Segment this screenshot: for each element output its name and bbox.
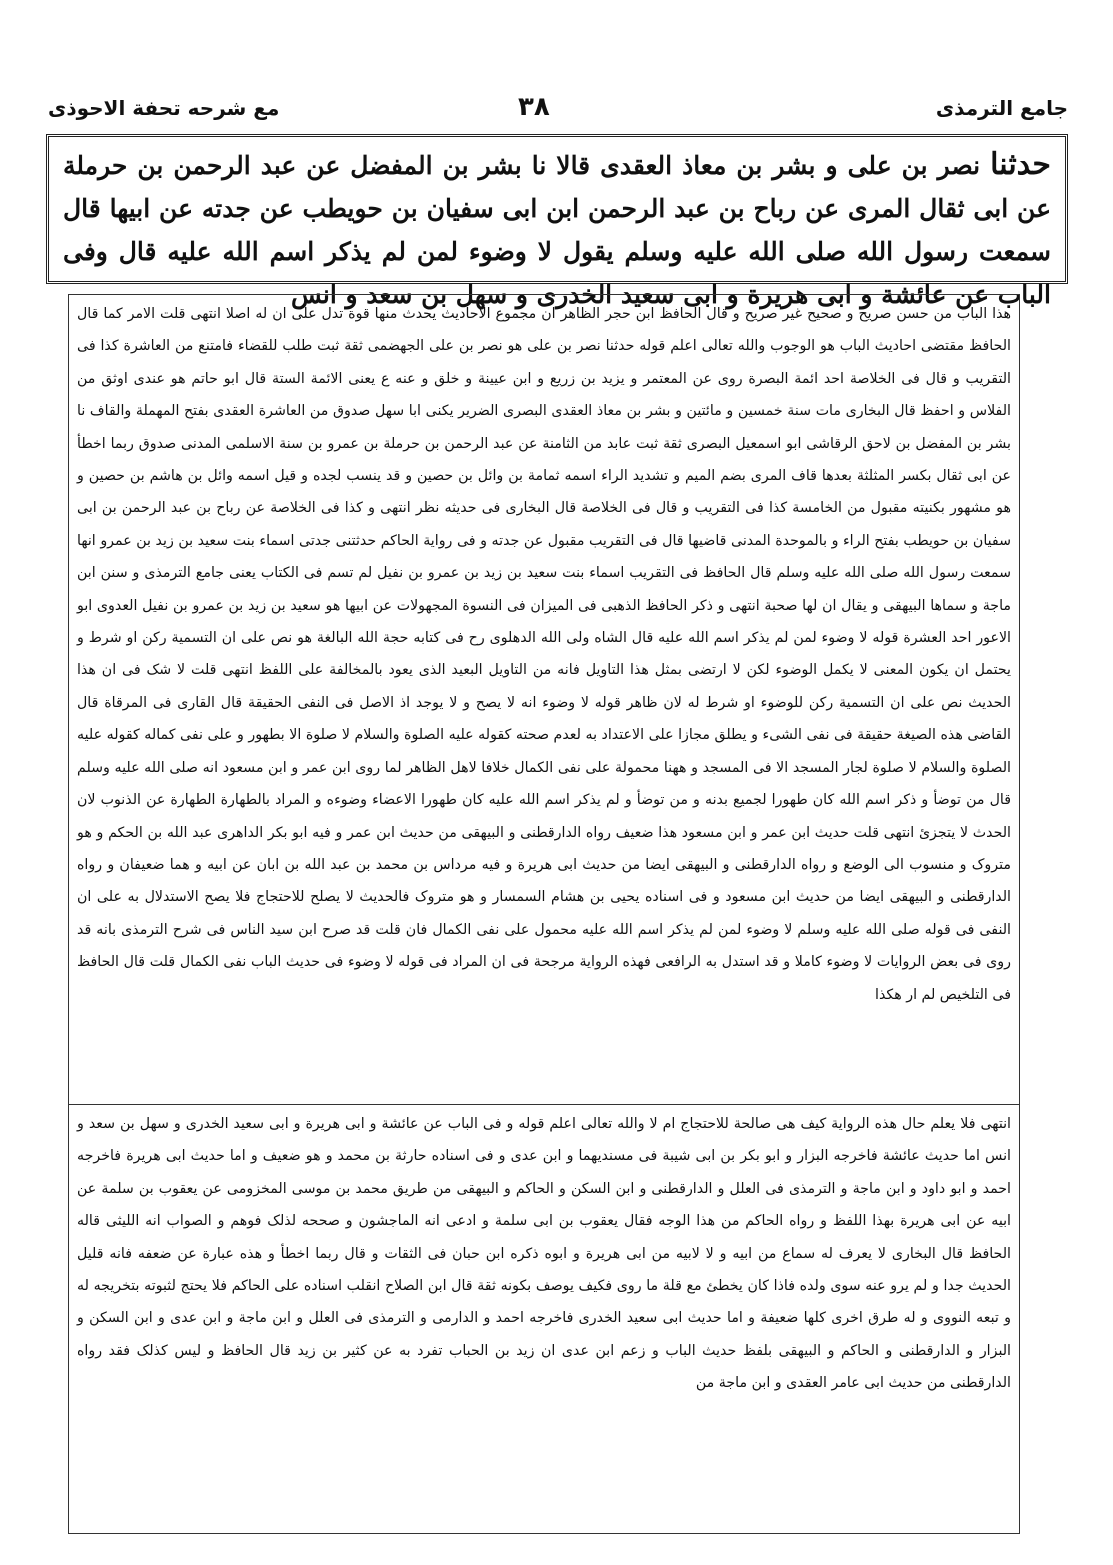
- hadith-lead-word: حدثنا: [990, 147, 1051, 182]
- page-number: ۳۸: [518, 92, 550, 122]
- commentary-box: [68, 294, 1020, 1534]
- commentary-paragraph: انتهی فلا یعلم حال هذه الروایة کیف هی صالحة للاحتجاج ام لا والله تعالی اعلم قوله و فی الباب عن عائشة و ابی هریرة و ابی سعید الخدری و سهل بن سعد و انس اما حدیث عائشة فاخرجه البزار و ابو بکر بن ابی شیبة فی مسندیهما و ابن عدی و فی اسناده حارثة بن محمد و هو ضعیف و اما حدیث ابی هریرة فاخرجه احمد و ابو داود و ابن ماجة و الترمذی فی العلل و الدارقطنی و ابن السکن و الحاکم و البیهقی من طریق محمد بن موسی المخزومی عن یعقوب بن سلمة عن ابیه عن ابی هریرة بهذا اللفظ و رواه الحاکم من هذا الوجه فقال یعقوب بن ابی سلمة و ادعی انه الماجشون و صححه لذلک فوهم و الصواب انه اللیثی قاله الحافظ قال البخاری لا یعرف له سماع من ابیه و لا لابیه من ابی هریرة و ابوه ذکره ابن حبان فی الثقات و قال ربما اخطأ و هذه عبارة عن ضعفه فانه قلیل الحدیث جدا و لم یرو عنه سوی ولده فاذا کان یخطئ مع قلة ما روی فکیف یوصف بکونه ثقة قال ابن الصلاح انقلب اسناده علی الحاکم فلا یحتج لثبوته بتخریجه له و تبعه النووی و له طرق اخری کلها ضعیفة و اما حدیث ابی سعید الخدری فاخرجه احمد و الدارمی و الترمذی فی العلل و ابن ماجة و ابن عدی و ابن السکن و البزار و الدارقطنی و الحاکم و البیهقی بلفظ حدیث الباب و زعم ابن عدی ان زید بن الحباب تفرد به عن کثیر بن زید قال الحافظ و لیس کذلک فقد رواه الدارقطنی من حدیث ابی عامر العقدی و ابن ماجة من: [77, 1116, 1011, 1392]
- page-header: [48, 92, 1068, 132]
- commentary-part-2: [77, 1108, 1011, 1400]
- commentary-paragraph: هذا الباب من حسن صریح و صحیح غیر صریح و قال الحافظ ابن حجر الظاهر ان مجموع الاحادیث یحدث منها قوة تدل علی ان له اصلا انتهی قلت الامر کما قال الحافظ مقتضی احادیث الباب هو الوجوب والله تعالی اعلم قوله حدثنا نصر بن علی هو نصر بن علی الجهضمی ثقة ثبت طلب للقضاء فامتنع من العاشرة کذا فی التقریب و قال فی الخلاصة احد ائمة البصرة روی عن المعتمر و یزید بن زریع و ابن عیینة و خلق و عنه ع یعنی الائمة الستة قال ابو حاتم هو عندی اوثق من الفلاس و احفظ قال البخاری مات سنة خمسین و مائتین و بشر بن معاذ العقدی البصری الضریر یکنی ابا سهل صدوق من العاشرة العقدی بفتح المهملة والقاف نا بشر بن المفضل بن لاحق الرقاشی ابو اسمعیل البصری ثقة ثبت عابد من الثامنة عن عبد الرحمن بن حرملة بن عمرو بن سنة الاسلمی المدنی صدوق ربما اخطأ عن ابی ثقال بکسر المثلثة بعدها قاف المری بضم المیم و تشدید الراء اسمه ثمامة بن وائل بن حصین و قد ینسب لجده و قیل اسمه وائل بن هاشم بن حصین و هو مشهور بکنیته مقبول من الخامسة کذا فی التقریب و قال فی الخلاصة قال البخاری فی حدیثه نظر انتهی و کذا فی الخلاصة عن رباح بن عبد الرحمن بن ابی سفیان بن حویطب بفتح الراء و بالموحدة المدنی قاضیها قال فی التقریب مقبول عن جدته و فی روایة الحاکم حدثتنی جدتی اسماء بنت سعید بن زید بن عمرو انها سمعت رسول الله صلی الله علیه وسلم قال الحافظ فی التقریب اسماء بنت سعید بن زید بن عمرو بن نفیل لم تسم فی الکتاب یعنی جامع الترمذی و سنن ابن ماجة و سماها البیهقی و یقال ان لها صحبة انتهی و ذکر الحافظ الذهبی فی المیزان فی النسوة المجهولات عن ابیها هو سعید بن زید بن عمرو بن نفیل العدوی ابو الاعور احد العشرة قوله لا وضوء لمن لم یذکر اسم الله علیه قال الشاه ولی الله الدهلوی رح فی کتابه حجة الله البالغة هو نص علی ان التسمیة رکن او شرط و یحتمل ان یکون المعنی لا یکمل الوضوء لکن لا ارتضی بمثل هذا التاویل فانه من التاویل البعید الذی یعود بالمخالفة علی اللفظ انتهی قلت لا شک فی ان هذا الحدیث نص علی ان التسمیة رکن للوضوء او شرط له لان ظاهر قوله لا وضوء انه لا یصح و لا یوجد اذ الاصل فی النفی الحقیقة قال القاری فی المرقاة قال القاضی هذه الصیغة حقیقة فی نفی الشیء و یطلق مجازا علی الاعتداد به لعدم صحته کقوله علیه الصلوة والسلام لا صلوة الا بطهور و علی نفی کماله کقوله علیه الصلوة والسلام لا صلوة لجار المسجد الا فی المسجد و ههنا محمولة علی نفی الکمال خلافا لاهل الظاهر لما روی ابن عمر و ابن مسعود انه صلی الله علیه وسلم قال من توضأ و ذکر اسم الله کان طهورا لجمیع بدنه و من توضأ و لم یذکر اسم الله علیه کان طهورا الاعضاء وضوءه و المراد بالطهارة الطهارة عن الذنوب لان الحدث لا یتجزئ انتهی قلت حدیث ابن عمر و ابن مسعود هذا ضعیف رواه الدارقطنی و البیهقی من حدیث ابن عمر و فیه ابو بکر الداهری عبد الله بن الحکم و هو متروک و منسوب الی الوضع و رواه الدارقطنی و البیهقی ایضا من حدیث ابی هریرة و فیه مرداس بن محمد بن عبد الله بن ابان عن ابیه و هما ضعیفان و رواه الدارقطنی و البیهقی ایضا من حدیث ابن مسعود و فی اسناده یحیی بن هشام السمسار و هو متروک فالحدیث لا یصلح للاحتجاج فلا یصح الاستدلال به علی ان النفی فی قوله صلی الله علیه وسلم لا وضوء لمن لم یذکر اسم الله علیه محمول علی نفی الکمال فان قلت قد صرح ابن سید الناس فی شرح الترمذی بانه قد روی فی بعض الروایات لا وضوء کاملا و قد استدل به الرافعی فهذه الروایة مرجحة فی ان المراد فی قوله لا وضوء فی حدیث الباب نفی الکمال قلت قال الحافظ فی التلخیص لم ار هکذا: [77, 306, 1011, 1003]
- book-title: جامع الترمذی: [935, 96, 1068, 120]
- hadith-body: نصر بن علی و بشر بن معاذ العقدی قالا نا بشر بن المفضل عن عبد الرحمن بن حرملة عن ابی ثقال المری عن رباح بن عبد الرحمن ابن ابی سفیان بن حویطب عن جدته عن ابیها قال سمعت رسول الله صلی الله علیه وسلم یقول لا وضوء لمن لم یذکر اسم الله علیه قال وفی الباب عن عائشة و ابی هریرة و ابی سعید الخدری و سهل بن سعد و انس: [63, 151, 1051, 309]
- hadith-box: [46, 134, 1068, 309]
- commentary-title: مع شرحه تحفة الاحوذی: [48, 96, 280, 120]
- commentary-part-1: [77, 298, 1011, 1011]
- hadith-text: [63, 143, 1051, 316]
